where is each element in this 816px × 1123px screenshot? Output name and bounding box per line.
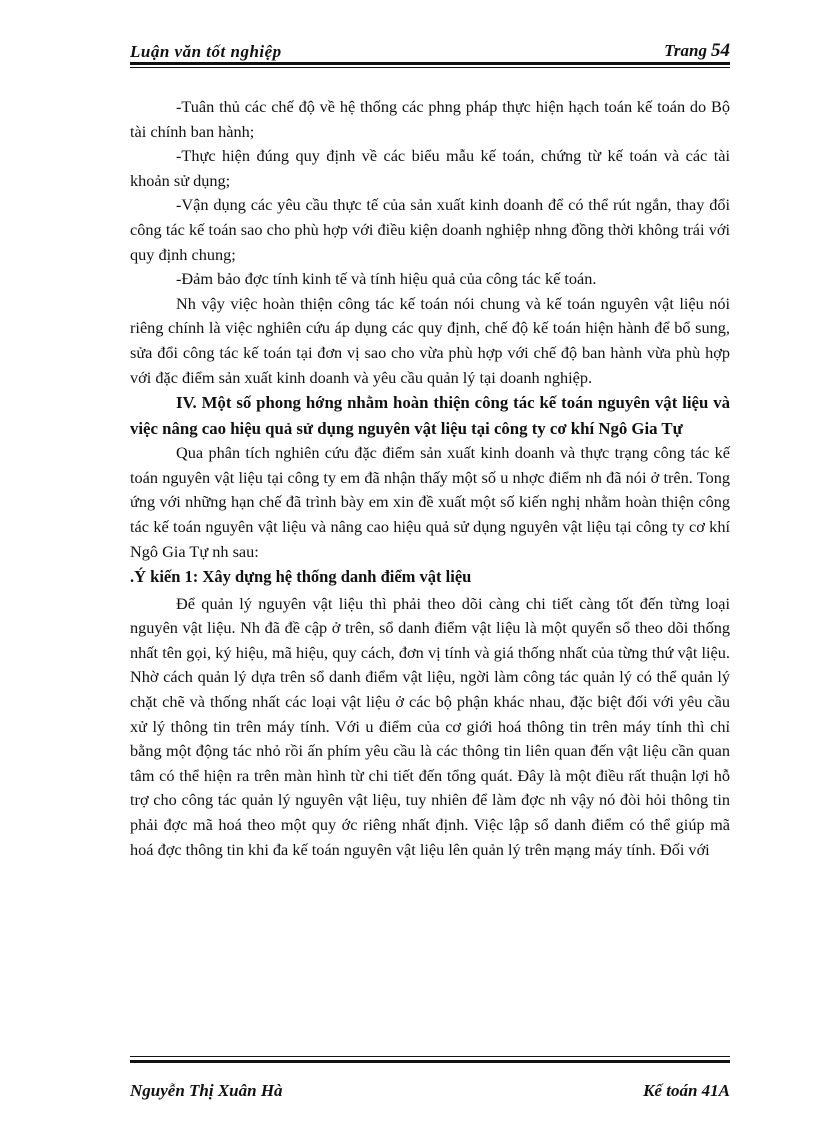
footer-rule-thick: [130, 1060, 730, 1063]
paragraph-6: Qua phân tích nghiên cứu đặc điểm sản xuất kinh doanh và thực trạng công tác kế toán nguyên vật liệu tại công ty em đã nhận thấy một số u nhợc điểm nh đã nói ở trên. Tong ứng với những hạn chế đã trình bày em xin đề xuất một số kiến nghị nhằm hoàn thiện công tác kế toán nguyên vật liệu và nâng cao hiệu quả sử dụng nguyên vật liệu tại công ty cơ khí Ngô Gia Tự nh sau:: [130, 443, 730, 561]
footer-author: Nguyễn Thị Xuân Hà: [130, 1081, 283, 1100]
footer-rule-thin: [130, 1056, 730, 1057]
header-page-word: Trang: [664, 41, 707, 60]
header-title: Luận văn tốt nghiệp: [130, 42, 282, 61]
subheading-opinion-1: .Ý kiến 1: Xây dựng hệ thống danh điểm vật liệu: [130, 567, 472, 587]
paragraph-7: Để quản lý nguyên vật liệu thì phải theo dõi càng chi tiết càng tốt đến từng loại nguyên vật liệu. Nh đã đề cập ở trên, sổ danh điểm vật liệu là một quyển sổ theo dõi thống nhất tên gọi, ký hiệu, mã hiệu, quy cách, đơn vị tính và giá thống nhất của từng thứ vật liệu. Nhờ cách quản lý dựa trên sổ danh điểm vật liệu, ngời làm công tác quản lý có thể quản lý chặt chẽ và thống nhất các loại vật liệu ở các bộ phận khác nhau, đặc biệt đối với yêu cầu xử lý thông tin trên máy tính. Với u điểm của cơ giới hoá thông tin trên máy tính thì chỉ bằng một động tác nhỏ rồi ấn phím yêu cầu là các thông tin liên quan đến vật liệu cần quan tâm có thể hiện ra trên màn hình từ chi tiết đến tổng quát. Đây là một điều rất thuận lợi hỗ trợ cho công tác quản lý nguyên vật liệu, tuy nhiên để làm đợc nh vậy nó đòi hỏi thông tin phải đợc mã hoá theo một quy ớc riêng nhất định. Việc lập sổ danh điểm có thể giúp mã hoá đợc thông tin khi đa kế toán nguyên vật liệu lên quản lý trên mạng máy tính. Đối với: [130, 593, 730, 859]
header-page-label: [664, 40, 730, 62]
paragraph-4: -Đảm bảo đợc tính kinh tế và tính hiệu quả của công tác kế toán.: [176, 269, 597, 289]
page-header: [130, 40, 730, 80]
page-number: 54: [711, 40, 730, 61]
paragraph-3: -Vận dụng các yêu cầu thực tế của sản xuất kinh doanh để có thể rút ngắn, thay đổi công tác kế toán sao cho phù hợp với điều kiện doanh nghiệp nhng đồng thời không trái với quy định chung;: [130, 195, 730, 264]
header-rule-thin: [130, 67, 730, 68]
page-footer: [130, 1081, 730, 1111]
header-rule-thick: [130, 62, 730, 65]
paragraph-2: -Thực hiện đúng quy định về các biểu mẫu kế toán, chứng từ kế toán và các tài khoản sử dụng;: [130, 146, 730, 190]
footer-class: Kế toán 41A: [643, 1081, 730, 1100]
paragraph-5: Nh vậy việc hoàn thiện công tác kế toán nói chung và kế toán nguyên vật liệu nói riêng chính là việc nghiên cứu áp dụng các quy định, chế độ kế toán hiện hành để bổ sung, sửa đổi công tác kế toán tại đơn vị sao cho vừa phù hợp với chế độ ban hành vừa phù hợp với đặc điểm sản xuất kinh doanh và yêu cầu quản lý tại doanh nghiệp.: [130, 293, 730, 387]
document-body: [130, 95, 730, 862]
section-heading-iv: IV. Một số phong hớng nhằm hoàn thiện công tác kế toán nguyên vật liệu và việc nâng cao hiệu quả sử dụng nguyên vật liệu tại công ty cơ khí Ngô Gia Tự: [130, 393, 730, 438]
paragraph-1: -Tuân thủ các chế độ về hệ thống các phng pháp thực hiện hạch toán kế toán do Bộ tài chính ban hành;: [130, 97, 730, 141]
